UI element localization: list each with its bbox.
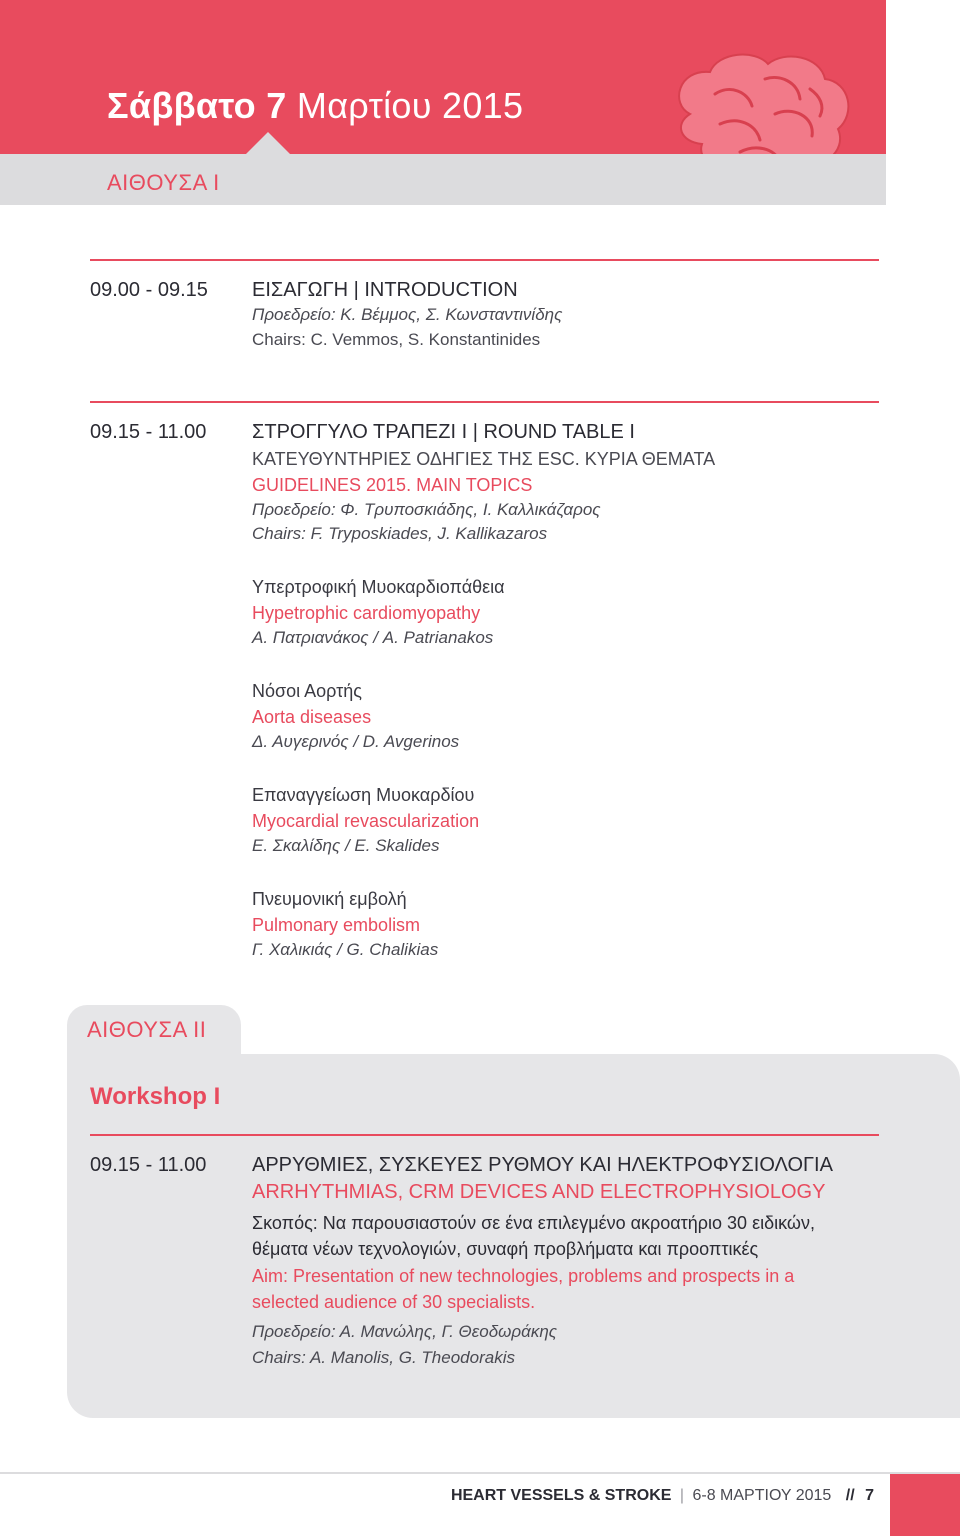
workshop-chairs-en: Chairs: A. Manolis, G. Theodorakis — [252, 1348, 515, 1367]
header-notch — [246, 132, 290, 154]
session-divider — [90, 401, 879, 403]
footer-brand: HEART VESSELS & STROKE — [450, 1487, 672, 1504]
footer-dates: 6-8 ΜΑΡΤΙΟΥ 2015 — [692, 1487, 832, 1504]
session-2-time: 09.15 - 11.00 — [90, 421, 207, 443]
session-2-subtitle-en: GUIDELINES 2015. MAIN TOPICS — [252, 475, 533, 495]
session-divider — [90, 259, 879, 261]
room-1-label: ΑΙΘΟΥΣΑ Ι — [107, 170, 220, 195]
workshop-time: 09.15 - 11.00 — [90, 1154, 207, 1176]
footer-divider — [0, 1472, 960, 1474]
footer-slashes: // — [845, 1487, 855, 1504]
talk-speaker: Ε. Σκαλίδης / E. Skalides — [252, 836, 440, 855]
talk-title-gr: Πνευμονική εμβολή — [252, 889, 407, 909]
session-2-chairs-gr: Προεδρείο: Φ. Τρυποσκιάδης, Ι. Καλλικάζαρος — [252, 500, 601, 519]
talk-speaker: Δ. Αυγερινός / D. Avgerinos — [252, 732, 460, 751]
talk-title-gr: Υπερτροφική Μυοκαρδιοπάθεια — [252, 577, 505, 597]
workshop-aim-gr-2: θέματα νέων τεχνολογιών, συναφή προβλήματα και προοπτικές — [252, 1239, 759, 1259]
workshop-title-gr: ΑΡΡΥΘΜΙΕΣ, ΣΥΣΚΕΥΕΣ ΡΥΘΜΟΥ ΚΑΙ ΗΛΕΚΤΡΟΦΥΣΙΟΛΟΓΙΑ — [252, 1154, 833, 1176]
session-1-chairs-en: Chairs: C. Vemmos, S. Konstantinides — [252, 330, 541, 349]
title-day: Σάββατο 7 — [107, 85, 287, 126]
session-2-subtitle-gr: ΚΑΤΕΥΘΥΝΤΗΡΙΕΣ ΟΔΗΓΙΕΣ ΤΗΣ ESC. ΚΥΡΙΑ ΘΕΜΑΤΑ — [252, 449, 716, 469]
page-title — [107, 84, 523, 128]
room-2-label: ΑΙΘΟΥΣΑ ΙΙ — [87, 1017, 207, 1042]
session-2-title: ΣΤΡΟΓΓΥΛΟ ΤΡΑΠΕΖΙ Ι | ROUND TABLE I — [252, 421, 635, 443]
talk-title-gr: Επαναγγείωση Μυοκαρδίου — [252, 785, 475, 805]
footer-accent — [890, 1474, 960, 1536]
talk-speaker: Α. Πατριανάκος / A. Patrianakos — [252, 628, 494, 647]
workshop-aim-en-2: selected audience of 30 specialists. — [252, 1292, 536, 1312]
workshop-chairs-gr: Προεδρείο: Α. Μανώλης, Γ. Θεοδωράκης — [252, 1322, 558, 1341]
workshop-label: Workshop I — [90, 1083, 221, 1110]
session-1-chairs-gr: Προεδρείο: Κ. Βέμμος, Σ. Κωνσταντινίδης — [252, 305, 563, 324]
workshop-aim-en-1: Aim: Presentation of new technologies, problems and prospects in a — [252, 1266, 795, 1286]
title-month-year: Μαρτίου 2015 — [296, 85, 524, 126]
talk-title-en: Pulmonary embolism — [252, 915, 421, 935]
talk-title-en: Aorta diseases — [252, 707, 372, 727]
talk-speaker: Γ. Χαλικιάς / G. Chalikias — [252, 940, 439, 959]
session-divider — [90, 1134, 879, 1136]
session-1-title: ΕΙΣΑΓΩΓΗ | INTRODUCTION — [252, 279, 518, 301]
workshop-title-en: ARRHYTHMIAS, CRM DEVICES AND ELECTROPHYSIOLOGY — [252, 1181, 826, 1203]
footer-separator: | — [679, 1487, 685, 1504]
session-2-chairs-en: Chairs: F. Tryposkiades, J. Kallikazaros — [252, 524, 548, 543]
page-number: 7 — [865, 1487, 874, 1504]
talk-title-en: Hypetrophic cardiomyopathy — [252, 603, 481, 623]
workshop-aim-gr-1: Σκοπός: Να παρουσιαστούν σε ένα επιλεγμένο ακροατήριο 30 ειδικών, — [252, 1213, 815, 1233]
talk-title-en: Myocardial revascularization — [252, 811, 480, 831]
talk-title-gr: Νόσοι Αορτής — [252, 681, 362, 701]
session-1-time: 09.00 - 09.15 — [90, 279, 208, 301]
footer — [451, 1486, 874, 1506]
